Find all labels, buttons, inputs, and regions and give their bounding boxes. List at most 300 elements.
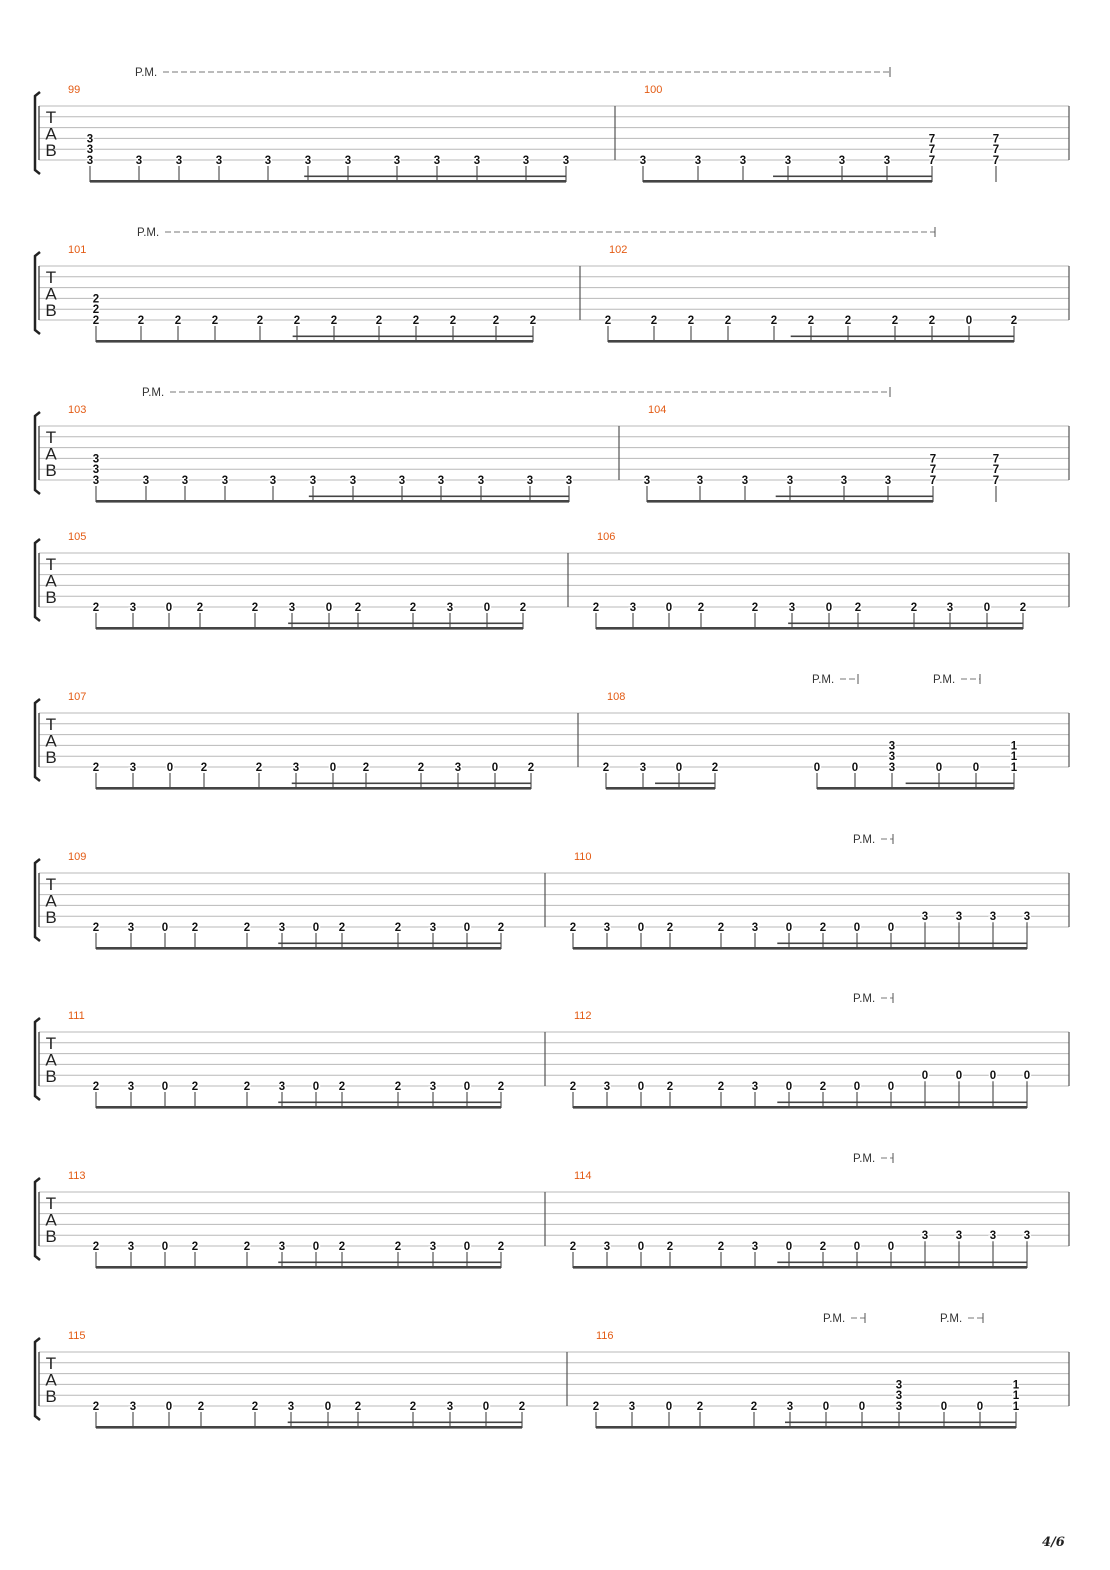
beam-secondary [773, 176, 932, 178]
fret-number: 7 [928, 144, 936, 157]
measure [640, 84, 999, 183]
fret-number: 2 [197, 1401, 205, 1413]
fret-number: 3 [751, 1081, 759, 1093]
fret-number: 2 [602, 762, 610, 774]
fret-number: 0 [491, 762, 499, 774]
tab-clef-letter: A [45, 891, 57, 911]
fret-number: 3 [446, 1401, 454, 1413]
fret-number: 3 [888, 740, 896, 753]
fret-number: 3 [603, 1081, 611, 1093]
fret-number: 2 [409, 1401, 417, 1413]
fret-number: 2 [750, 1401, 758, 1413]
fret-number: 3 [696, 475, 704, 487]
fret-number: 3 [643, 475, 651, 487]
beam-secondary [788, 623, 1023, 625]
fret-number: 0 [989, 1070, 997, 1083]
fret-number: 2 [687, 315, 695, 327]
fret-number: 0 [312, 1241, 320, 1253]
fret-number: 3 [694, 155, 702, 167]
fret-number: 0 [851, 762, 859, 774]
palm-mute-label: P.M. [135, 67, 158, 79]
tab-clef-letter: A [45, 284, 57, 304]
fret-number: 3 [429, 922, 437, 934]
measure-number: 106 [597, 531, 616, 543]
fret-number: 3 [86, 133, 94, 146]
fret-number: 2 [854, 602, 862, 614]
fret-number: 2 [394, 1081, 402, 1093]
fret-number: 0 [165, 1401, 173, 1413]
fret-number: 2 [354, 602, 362, 614]
beam-secondary [304, 176, 566, 178]
palm-mute-marking [853, 1153, 893, 1165]
fret-number: 3 [129, 762, 137, 774]
fret-number: 0 [161, 1241, 169, 1253]
fret-number: 3 [562, 155, 570, 167]
fret-number: 2 [650, 315, 658, 327]
tab-clef-letter: A [45, 124, 57, 144]
fret-number: 0 [940, 1401, 948, 1413]
measure [68, 851, 504, 950]
beam-secondary [655, 783, 715, 785]
tab-clef-letter: A [45, 444, 57, 464]
fret-number: 3 [840, 475, 848, 487]
measure [68, 1330, 525, 1429]
fret-number: 2 [1019, 602, 1027, 614]
fret-number: 3 [86, 155, 94, 167]
fret-number: 2 [92, 1401, 100, 1413]
fret-number: 0 [161, 922, 169, 934]
fret-number: 2 [497, 922, 505, 934]
fret-number: 2 [394, 922, 402, 934]
fret-number: 3 [477, 475, 485, 487]
measure-number: 101 [68, 244, 87, 256]
fret-number: 3 [454, 762, 462, 774]
measure [570, 1170, 1030, 1269]
fret-number: 2 [92, 293, 100, 306]
fret-number: 0 [921, 1070, 929, 1083]
fret-number: 3 [739, 155, 747, 167]
fret-number: 2 [137, 315, 145, 327]
tab-clef-letter: B [45, 461, 57, 480]
fret-number: 3 [1023, 1230, 1031, 1243]
fret-number: 0 [324, 1401, 332, 1413]
tab-clef-letter: B [45, 1227, 57, 1246]
fret-number: 0 [665, 1401, 673, 1413]
measure [570, 1010, 1030, 1109]
measure [68, 531, 526, 630]
measure [68, 1010, 504, 1109]
fret-number: 0 [887, 1081, 895, 1093]
fret-number: 1 [1010, 762, 1018, 774]
palm-mute-label: P.M. [933, 674, 956, 686]
measure [644, 404, 999, 503]
fret-number: 0 [825, 602, 833, 614]
fret-number: 2 [409, 602, 417, 614]
beam-primary [573, 1106, 1027, 1109]
fret-number: 0 [312, 1081, 320, 1093]
measure [68, 691, 534, 790]
beam-secondary [791, 336, 1014, 338]
fret-number: 2 [191, 922, 199, 934]
fret-number: 0 [312, 922, 320, 934]
fret-number: 1 [1010, 740, 1018, 753]
fret-number: 2 [592, 1401, 600, 1413]
fret-number: 3 [1023, 911, 1031, 924]
fret-number: 7 [992, 155, 1000, 167]
fret-number: 3 [278, 1081, 286, 1093]
tab-system [35, 674, 1069, 790]
beam-secondary [293, 336, 533, 338]
fret-number: 7 [992, 464, 1000, 477]
fret-number: 3 [628, 1401, 636, 1413]
beam-primary [96, 947, 501, 950]
fret-number: 2 [711, 762, 719, 774]
measure-number: 109 [68, 851, 87, 863]
fret-number: 2 [375, 315, 383, 327]
fret-number: 2 [497, 1081, 505, 1093]
fret-number: 2 [569, 1081, 577, 1093]
tab-clef-letter: A [45, 1210, 57, 1230]
fret-number: 0 [165, 602, 173, 614]
fret-number: 0 [483, 602, 491, 614]
fret-number: 7 [992, 453, 1000, 466]
fret-number: 3 [639, 155, 647, 167]
fret-number: 2 [338, 1081, 346, 1093]
fret-number: 3 [884, 475, 892, 487]
tab-clef-letter: A [45, 1050, 57, 1070]
fret-number: 3 [142, 475, 150, 487]
measure-number: 103 [68, 404, 87, 416]
palm-mute-marking [142, 387, 890, 399]
measure-number: 100 [644, 84, 663, 96]
tab-clef-letter: T [45, 428, 57, 447]
fret-number: 3 [127, 1081, 135, 1093]
fret-number: 2 [666, 1081, 674, 1093]
fret-number: 0 [976, 1401, 984, 1413]
beam-secondary [278, 943, 501, 945]
beam-secondary [906, 783, 1014, 785]
tab-clef-letter: T [45, 1354, 57, 1373]
fret-number: 3 [603, 1241, 611, 1253]
fret-number: 2 [527, 762, 535, 774]
fret-number: 7 [929, 453, 937, 466]
fret-number: 0 [637, 922, 645, 934]
fret-number: 2 [819, 1241, 827, 1253]
measure-number: 108 [607, 691, 626, 703]
fret-number: 0 [637, 1081, 645, 1093]
measure-number: 104 [648, 404, 667, 416]
beam-secondary [777, 1102, 1027, 1104]
fret-number: 0 [482, 1401, 490, 1413]
fret-number: 2 [696, 1401, 704, 1413]
fret-number: 7 [992, 475, 1000, 487]
fret-number: 2 [251, 1401, 259, 1413]
fret-number: 2 [412, 315, 420, 327]
fret-number: 2 [196, 602, 204, 614]
fret-number: 2 [569, 922, 577, 934]
fret-number: 3 [278, 1241, 286, 1253]
fret-number: 2 [394, 1241, 402, 1253]
fret-number: 3 [309, 475, 317, 487]
fret-number: 3 [292, 762, 300, 774]
palm-mute-label: P.M. [853, 993, 876, 1005]
fret-number: 3 [955, 911, 963, 924]
fret-number: 3 [92, 475, 100, 487]
beam-primary [647, 500, 933, 503]
tab-clef-letter: T [45, 875, 57, 894]
fret-number: 2 [844, 315, 852, 327]
fret-number: 3 [888, 751, 896, 764]
fret-number: 0 [166, 762, 174, 774]
beam-secondary [777, 943, 1027, 945]
fret-number: 3 [473, 155, 481, 167]
fret-number: 3 [398, 475, 406, 487]
beam-secondary [785, 1422, 1016, 1424]
fret-number: 0 [858, 1401, 866, 1413]
beam-primary [96, 500, 569, 503]
measure [603, 691, 1018, 790]
fret-number: 2 [910, 602, 918, 614]
tab-clef-letter: B [45, 748, 57, 767]
fret-number: 7 [992, 144, 1000, 157]
beam-primary [596, 627, 1023, 630]
palm-mute-marking [137, 227, 935, 239]
fret-number: 2 [891, 315, 899, 327]
beam-secondary [278, 1262, 501, 1264]
palm-mute-marking [812, 674, 858, 686]
fret-number: 2 [529, 315, 537, 327]
measure-number: 113 [68, 1170, 86, 1182]
fret-number: 2 [338, 1241, 346, 1253]
tab-clef-letter: T [45, 1194, 57, 1213]
fret-number: 0 [887, 922, 895, 934]
fret-number: 3 [784, 155, 792, 167]
fret-number: 0 [853, 1241, 861, 1253]
beam-secondary [777, 1262, 1027, 1264]
beam-primary [608, 340, 1014, 343]
measure [68, 84, 569, 183]
tab-clef-letter: B [45, 1387, 57, 1406]
beam-primary [606, 787, 715, 790]
fret-number: 2 [293, 315, 301, 327]
beam-secondary [278, 1102, 501, 1104]
beam-primary [96, 627, 523, 630]
fret-number: 3 [437, 475, 445, 487]
fret-number: 0 [955, 1070, 963, 1083]
measure-number: 110 [574, 851, 592, 863]
fret-number: 3 [278, 922, 286, 934]
measure-number: 114 [574, 1170, 592, 1182]
fret-number: 1 [1012, 1379, 1020, 1392]
fret-number: 3 [629, 602, 637, 614]
fret-number: 3 [565, 475, 573, 487]
measure [570, 851, 1030, 950]
fret-number: 2 [191, 1241, 199, 1253]
fret-number: 3 [215, 155, 223, 167]
palm-mute-marking [940, 1313, 983, 1325]
fret-number: 3 [429, 1081, 437, 1093]
fret-number: 3 [751, 1241, 759, 1253]
fret-number: 2 [251, 602, 259, 614]
fret-number: 0 [1023, 1070, 1031, 1083]
beam-secondary [288, 1422, 522, 1424]
fret-number: 3 [269, 475, 277, 487]
measure-number: 116 [596, 1330, 614, 1342]
fret-number: 0 [965, 315, 973, 327]
beam-primary [573, 1266, 1027, 1269]
beam-primary [96, 1106, 501, 1109]
fret-number: 3 [127, 1241, 135, 1253]
fret-number: 3 [921, 911, 929, 924]
fret-number: 2 [354, 1401, 362, 1413]
fret-number: 2 [666, 922, 674, 934]
fret-number: 3 [304, 155, 312, 167]
measure-number: 105 [68, 531, 87, 543]
fret-number: 7 [992, 133, 1000, 146]
fret-number: 2 [1010, 315, 1018, 327]
fret-number: 3 [989, 911, 997, 924]
fret-number: 2 [256, 315, 264, 327]
fret-number: 2 [819, 922, 827, 934]
fret-number: 0 [853, 922, 861, 934]
tab-system [35, 387, 1069, 503]
fret-number: 3 [349, 475, 357, 487]
beam-secondary [776, 496, 933, 498]
fret-number: 0 [972, 762, 980, 774]
fret-number: 2 [200, 762, 208, 774]
fret-number: 3 [175, 155, 183, 167]
measure-number: 115 [68, 1330, 86, 1342]
beam-primary [817, 787, 1014, 790]
measure [68, 1170, 504, 1269]
tab-clef-letter: T [45, 715, 57, 734]
measure [68, 244, 536, 343]
fret-number: 2 [592, 602, 600, 614]
fret-number: 2 [92, 762, 100, 774]
fret-number: 3 [446, 602, 454, 614]
fret-number: 2 [751, 602, 759, 614]
beam-primary [643, 180, 932, 183]
beam-primary [96, 340, 533, 343]
fret-number: 0 [325, 602, 333, 614]
palm-mute-label: P.M. [137, 227, 160, 239]
fret-number: 3 [92, 464, 100, 477]
tab-clef-letter: T [45, 555, 57, 574]
fret-number: 3 [129, 602, 137, 614]
fret-number: 3 [603, 922, 611, 934]
fret-number: 2 [92, 602, 100, 614]
fret-number: 3 [288, 602, 296, 614]
fret-number: 0 [853, 1081, 861, 1093]
fret-number: 2 [819, 1081, 827, 1093]
fret-number: 7 [928, 155, 936, 167]
fret-number: 1 [1012, 1401, 1020, 1413]
fret-number: 3 [921, 1230, 929, 1243]
tab-clef-letter: T [45, 108, 57, 127]
fret-number: 2 [492, 315, 500, 327]
fret-number: 0 [887, 1241, 895, 1253]
fret-number: 2 [330, 315, 338, 327]
fret-number: 3 [838, 155, 846, 167]
measure [605, 244, 1017, 343]
fret-number: 3 [788, 602, 796, 614]
fret-number: 2 [518, 1401, 526, 1413]
fret-number: 0 [785, 922, 793, 934]
tab-clef-letter: B [45, 908, 57, 927]
fret-number: 3 [181, 475, 189, 487]
fret-number: 2 [717, 1081, 725, 1093]
fret-number: 3 [895, 1379, 903, 1392]
measure-number: 107 [68, 691, 87, 703]
palm-mute-label: P.M. [853, 834, 876, 846]
measure-number: 112 [574, 1010, 592, 1022]
fret-number: 3 [883, 155, 891, 167]
palm-mute-label: P.M. [812, 674, 835, 686]
fret-number: 2 [174, 315, 182, 327]
measure-number: 102 [609, 244, 628, 256]
fret-number: 3 [895, 1390, 903, 1403]
beam-secondary [288, 623, 523, 625]
fret-number: 7 [929, 475, 937, 487]
fret-number: 3 [135, 155, 143, 167]
fret-number: 0 [935, 762, 943, 774]
fret-number: 3 [786, 1401, 794, 1413]
fret-number: 3 [393, 155, 401, 167]
measure [68, 404, 572, 503]
fret-number: 2 [243, 922, 251, 934]
fret-number: 2 [255, 762, 263, 774]
fret-number: 2 [770, 315, 778, 327]
fret-number: 3 [221, 475, 229, 487]
fret-number: 3 [786, 475, 794, 487]
fret-number: 3 [751, 922, 759, 934]
tab-system [35, 1313, 1069, 1429]
beam-primary [96, 1266, 501, 1269]
fret-number: 0 [785, 1241, 793, 1253]
fret-number: 3 [86, 144, 94, 157]
fret-number: 2 [604, 315, 612, 327]
tab-system [35, 67, 1069, 183]
fret-number: 2 [92, 1241, 100, 1253]
fret-number: 2 [211, 315, 219, 327]
fret-number: 3 [639, 762, 647, 774]
fret-number: 3 [433, 155, 441, 167]
fret-number: 3 [127, 922, 135, 934]
tab-system [35, 834, 1069, 950]
fret-number: 3 [526, 475, 534, 487]
fret-number: 3 [741, 475, 749, 487]
fret-number: 2 [717, 1241, 725, 1253]
beam-primary [90, 180, 566, 183]
tab-system [35, 531, 1069, 630]
beam-primary [573, 947, 1027, 950]
tab-clef-letter: A [45, 1370, 57, 1390]
tab-system [35, 993, 1069, 1109]
fret-number: 3 [946, 602, 954, 614]
fret-number: 2 [191, 1081, 199, 1093]
fret-number: 3 [955, 1230, 963, 1243]
fret-number: 0 [161, 1081, 169, 1093]
palm-mute-marking [853, 993, 893, 1005]
fret-number: 2 [449, 315, 457, 327]
fret-number: 0 [463, 1241, 471, 1253]
fret-number: 3 [92, 453, 100, 466]
fret-number: 3 [429, 1241, 437, 1253]
fret-number: 1 [1012, 1390, 1020, 1403]
fret-number: 0 [785, 1081, 793, 1093]
fret-number: 2 [928, 315, 936, 327]
tab-clef-letter: B [45, 588, 57, 607]
